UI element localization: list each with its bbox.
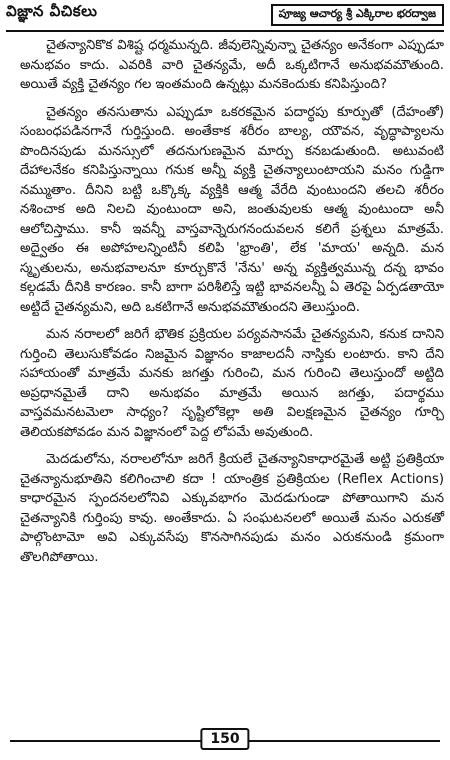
book-title: విజ్ఞాన వీచికలు — [6, 2, 98, 20]
paragraph: చైతన్యానికొక విశిష్ట ధర్మమున్నది. జీవులెన్నివున్నా చైతన్యం అనేకంగా ఎప్పుడూ అనుభవం కాదు. ఎవరికి వారి చైతన్యమే, అదీ ఒక్కటిగానే అనుభవమౌతుంది. అయితే వ్యక్తి చైతన్యం గల ఇంతమంది ఉన్నట్లు మనకెందుకు కనిపిస్తుంది? — [20, 38, 444, 92]
body-text — [20, 36, 444, 720]
paragraph: చైతన్యం తనసుతాను ఎప్పుడూ ఒకరకమైన పదార్థపు కూర్పుతో (దేహంతో) సంబంధపడినగానే గుర్తిస్తుంది. అంతేకాక శరీరం బాల్య, యౌవన, వృద్ధాప్యాలను పొందినపుడు మనస్సులో తదనుగుణమైన మార్పు కనబడుతుంది. అటువంటి దేహాలనేకం కనిపిస్తున్నాయి గనుక అన్నీ వ్యక్తి చైతన్యాలుంటాయని మనం గుడ్డిగా నమ్ముతాం. దీనిని బట్టి ఒక్కొక్క వ్యక్తికి ఆత్మ వేరేది వుంటుందని తలచి శరీరం నశించాక అది నిలచి వుంటుందా అని, జంతువులకు ఆత్మ వుంటుందా అనీ ఆలోచిస్తాము. కానీ ఇవన్నీ వాస్తవాన్నెరుగనందువలన కలిగే ప్రశ్నలు మాత్రమే. అద్వైతం ఈ అపోహలన్నింటినీ కలిపి 'భ్రాంతి', లేక 'మాయ' అన్నది. మన స్మృతులను, అనుభవాలనూ కూర్చుకొనే 'నేను' అన్న వ్యక్తిత్వమున్న దన్న భావం కల్గడమే దీనికి కారణం. కానీ బాగా పరిశీలిస్తే ఇట్టి భావనలన్నీ ఏ తెరపై ఏర్పడతాయో అట్టిదే చైతన్యమని, అది ఒకటిగానే అనుభవమౌతుందని తెలుస్తుంది. — [20, 104, 444, 315]
page-number: 150 — [200, 728, 249, 750]
author-box: పూజ్య ఆచార్య శ్రీ ఎక్కిరాల భరద్వాజ — [271, 4, 444, 26]
page-footer — [0, 728, 450, 754]
paragraph: మన నరాలలో జరిగే భౌతిక ప్రక్రియల పర్యవసానమే చైతన్యమని, కనుక దానిని గుర్తించి తెలుసుకోవడం నిజమైన విజ్ఞానం కాజాలదనీ నాస్తికు లంటారు. కాని దేని సహాయంతో మాత్రమే మనకు జగత్తు గురించి, మన గురించి తెలుస్తుందో అట్టిది అప్రధానమైతే దాని అనుభవం మాత్రమే అయిన జగత్తు, పదార్థము వాస్తవమనటమెలా సాధ్యం? సృష్టిలోకెల్లా అతి విలక్షణమైన చైతన్యం గూర్చి తెలియకపోవడం మన విజ్ఞానంలో పెద్ద లోపమే అవుతుంది. — [20, 327, 444, 440]
header-rule — [6, 30, 444, 32]
page-header — [6, 2, 444, 28]
paragraph: మెదడులోను, నరాలలోనూ జరిగే క్రియలే చైతన్యానికాధారమైతే అట్టి ప్రతిక్రియా చైతన్యానుభూతిని కలిగించాలి కదా ! యాంత్రిక ప్రతిక్రియల (Reflex Actions) కాధారమైన స్పందనలలోనివి ఎక్కువభాగం మెదడుగుండా పోతాయిగాని మన చైతన్యానికి గుర్తింపు కావు. అంతేకాదు. ఏ సంఘటనలలో అయితే మనం ఎరుకతో పాల్గొంటామో అవి ఎక్కువసేపు కొనసాగినపుడు మనం ఎరుకనుండి క్రమంగా తొలగిపోతాయి. — [20, 452, 444, 565]
